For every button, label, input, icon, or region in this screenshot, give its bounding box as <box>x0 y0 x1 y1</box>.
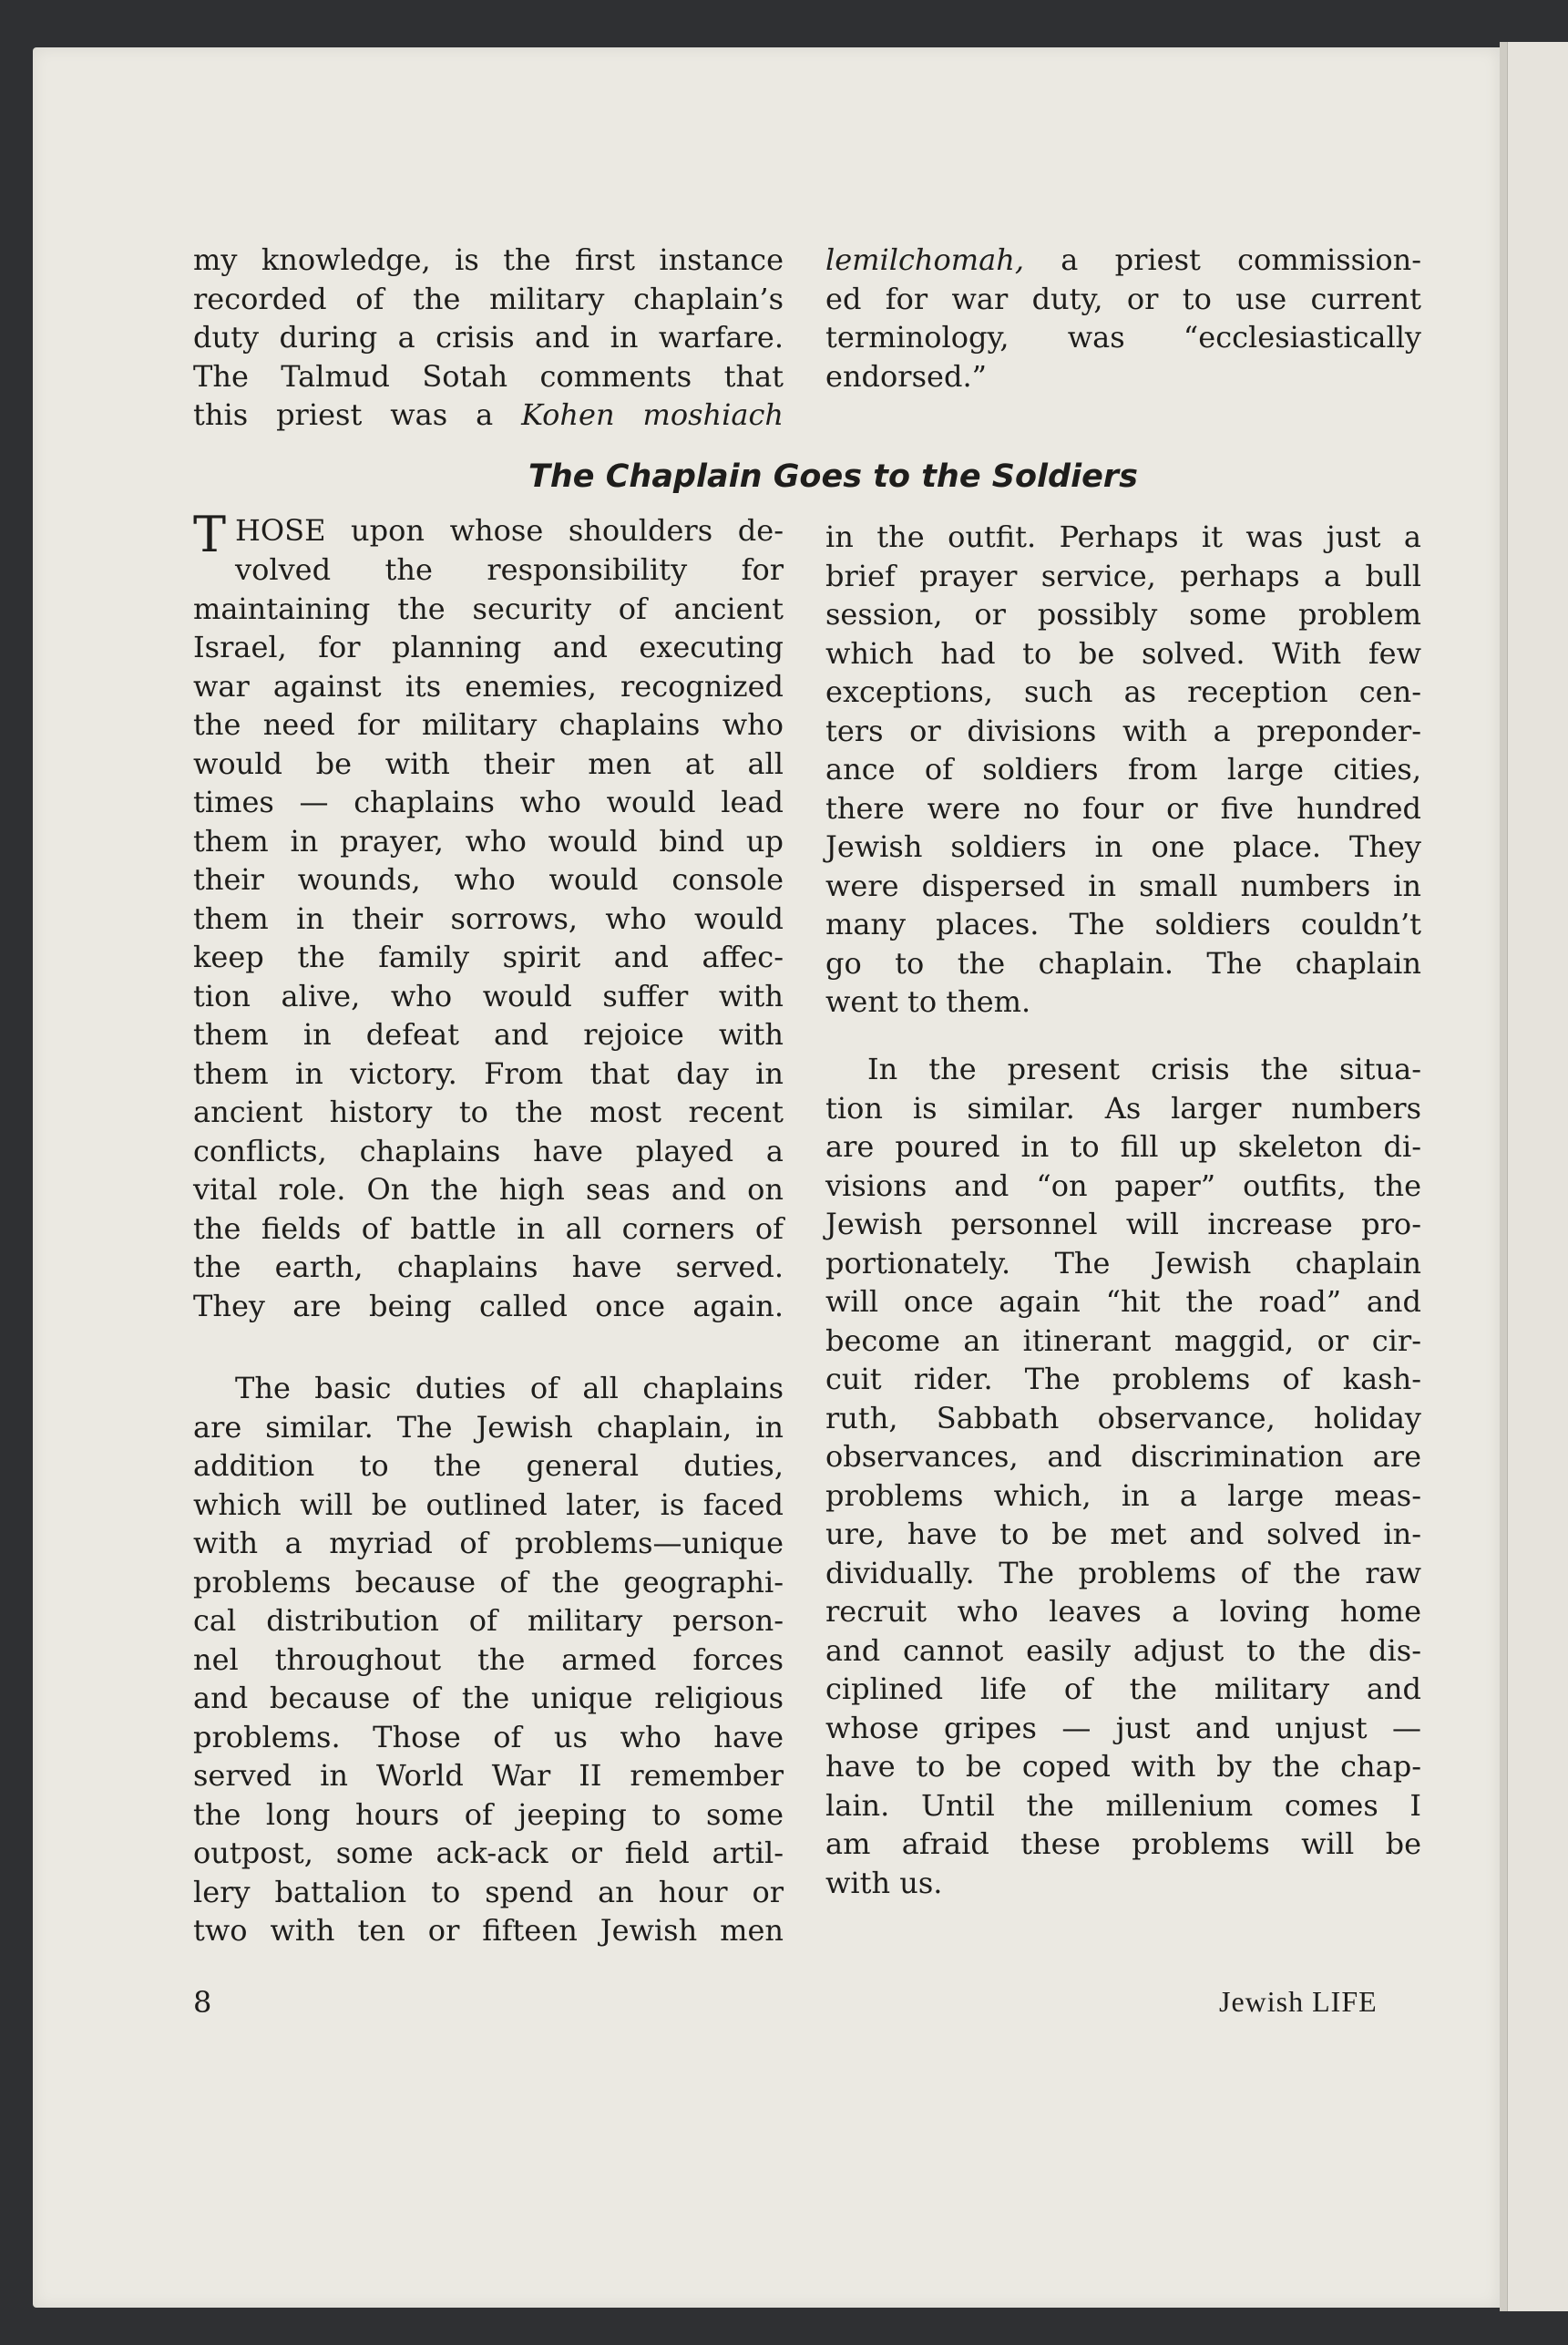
text-line: lery battalion to spend an hour or <box>193 1874 784 1909</box>
text-line: problems which, in a large meas- <box>825 1477 1421 1513</box>
text-line: observances, and discrimination are <box>825 1439 1421 1474</box>
text-line: maintaining the security of ancient <box>193 591 784 626</box>
text-line: HOSE upon whose shoulders de- <box>235 513 784 548</box>
text-line: dividually. The problems of the raw <box>825 1555 1421 1590</box>
text-line: many places. The soldiers couldn’t <box>825 907 1421 941</box>
text-line: brief prayer service, perhaps a bull <box>825 558 1421 593</box>
text-line: addition to the general duties, <box>193 1448 784 1483</box>
text-fragment: a priest commission- <box>1023 242 1421 277</box>
text-line: nel throughout the armed forces <box>193 1641 784 1677</box>
text-line: which will be outlined later, is faced <box>193 1486 784 1522</box>
text-line: terminology, was “ecclesiastically <box>825 320 1421 355</box>
text-line: will once again “hit the road” and <box>825 1284 1421 1319</box>
text-line: tion is similar. As larger numbers <box>825 1090 1421 1126</box>
col2-paragraph-2 <box>825 1050 1421 1902</box>
text-line: them in defeat and rejoice with <box>193 1017 784 1052</box>
drop-cap: T <box>193 506 227 563</box>
text-line: They are being called once again. <box>193 1288 784 1323</box>
text-line: were dispersed in small numbers in <box>825 868 1421 903</box>
text-line: my knowledge, is the first instance <box>193 242 784 277</box>
text-line: The Talmud Sotah comments that <box>193 358 784 394</box>
text-line: keep the family spirit and affec- <box>193 940 784 974</box>
text-fragment: this priest was a <box>193 397 522 432</box>
text-line: served in World War II remember <box>193 1758 784 1793</box>
text-line: with us. <box>825 1865 943 1900</box>
top-right-text <box>825 241 1421 396</box>
text-line: and because of the unique religious <box>193 1681 784 1715</box>
text-line: the long hours of jeeping to some <box>193 1796 784 1832</box>
text-line: there were no four or five hundred <box>825 790 1421 826</box>
col2-paragraph-1 <box>825 518 1421 1022</box>
text-line: become an itinerant maggid, or cir- <box>825 1322 1421 1358</box>
text-line: In the present crisis the situa- <box>867 1052 1421 1086</box>
text-line: ciplined life of the military and <box>825 1671 1421 1706</box>
text-line: vital role. On the high seas and on <box>193 1172 784 1207</box>
text-line: the need for military chaplains who <box>193 707 784 742</box>
text-line: ters or divisions with a preponder- <box>825 713 1421 748</box>
text-line <box>193 396 784 435</box>
col1-first-line <box>235 511 784 550</box>
text-line: their wounds, who would console <box>193 862 784 897</box>
text-line: recruit who leaves a loving home <box>825 1594 1421 1629</box>
text-line: ancient history to the most recent <box>193 1095 784 1129</box>
text-line: endorsed.” <box>825 358 987 394</box>
text-line: outpost, some ack-ack or field artil- <box>193 1836 784 1870</box>
text-line: volved the responsibility for <box>235 552 784 587</box>
text-line: lain. Until the millenium comes I <box>825 1787 1421 1823</box>
text-line: tion alive, who would suffer with <box>193 978 784 1013</box>
col1-paragraph-1 <box>193 550 784 1325</box>
hebrew-term: lemilchomah, <box>825 242 1024 277</box>
text-line: have to be coped with by the chap- <box>825 1749 1421 1784</box>
text-line: problems because of the geographi- <box>193 1564 784 1599</box>
text-line: duty during a crisis and in warfare. <box>193 320 784 355</box>
text-line: whose gripes — just and unjust — <box>825 1710 1421 1745</box>
text-line: in the outfit. Perhaps it was just a <box>825 519 1421 554</box>
text-line: them in victory. From that day in <box>193 1055 784 1091</box>
text-line: ruth, Sabbath observance, holiday <box>825 1400 1421 1435</box>
col1-paragraph-2 <box>193 1369 784 1950</box>
text-line: ed for war duty, or to use current <box>825 281 1421 316</box>
text-line: cal distribution of military person- <box>193 1603 784 1638</box>
text-line: exceptions, such as reception cen- <box>825 674 1421 709</box>
text-line: portionately. The Jewish chaplain <box>825 1245 1421 1280</box>
text-line: visions and “on paper” outfits, the <box>825 1167 1421 1203</box>
running-footer: Jewish LIFE <box>1219 1985 1378 2018</box>
text-line: problems. Those of us who have <box>193 1719 784 1754</box>
text-line: am afraid these problems will be <box>825 1826 1421 1861</box>
section-heading: The Chaplain Goes to the Soldiers <box>528 458 1138 495</box>
text-line: the earth, chaplains have served. <box>193 1250 784 1284</box>
text-line: are similar. The Jewish chaplain, in <box>193 1409 784 1445</box>
text-line: conflicts, chaplains have played a <box>193 1133 784 1168</box>
text-line: ure, have to be met and solved in- <box>825 1517 1421 1551</box>
text-line: go to the chaplain. The chaplain <box>825 945 1421 981</box>
text-line: war against its enemies, recognized <box>193 668 784 704</box>
hebrew-term: Kohen moshiach <box>521 397 784 432</box>
text-line: recorded of the military chaplain’s <box>193 281 784 316</box>
text-line: Jewish personnel will increase pro- <box>825 1207 1421 1241</box>
text-line: them in their sorrows, who would <box>193 900 784 936</box>
text-line: ance of soldiers from large cities, <box>825 752 1421 787</box>
text-line: the fields of battle in all corners of <box>193 1210 784 1246</box>
text-line: which had to be solved. With few <box>825 635 1421 671</box>
text-line: times — chaplains who would lead <box>193 785 784 819</box>
text-line: would be with their men at all <box>193 746 784 781</box>
text-line: went to them. <box>825 984 1031 1019</box>
text-line: Israel, for planning and executing <box>193 630 784 664</box>
page-spine <box>1500 42 1507 2311</box>
adjacent-page-edge <box>1507 42 1568 2311</box>
text-line: with a myriad of problems—unique <box>193 1526 784 1560</box>
top-left-text <box>193 241 784 435</box>
text-line: two with ten or fifteen Jewish men <box>193 1913 784 1948</box>
page-number: 8 <box>193 1985 212 2020</box>
text-line: cuit rider. The problems of kash- <box>825 1362 1421 1396</box>
text-line: them in prayer, who would bind up <box>193 823 784 859</box>
text-line <box>825 241 1421 280</box>
text-line: and cannot easily adjust to the dis- <box>825 1632 1421 1668</box>
text-line: session, or possibly some problem <box>825 597 1421 632</box>
text-line: The basic duties of all chaplains <box>235 1371 784 1405</box>
text-line: Jewish soldiers in one place. They <box>825 829 1421 864</box>
text-line: are poured in to fill up skeleton di- <box>825 1129 1421 1164</box>
